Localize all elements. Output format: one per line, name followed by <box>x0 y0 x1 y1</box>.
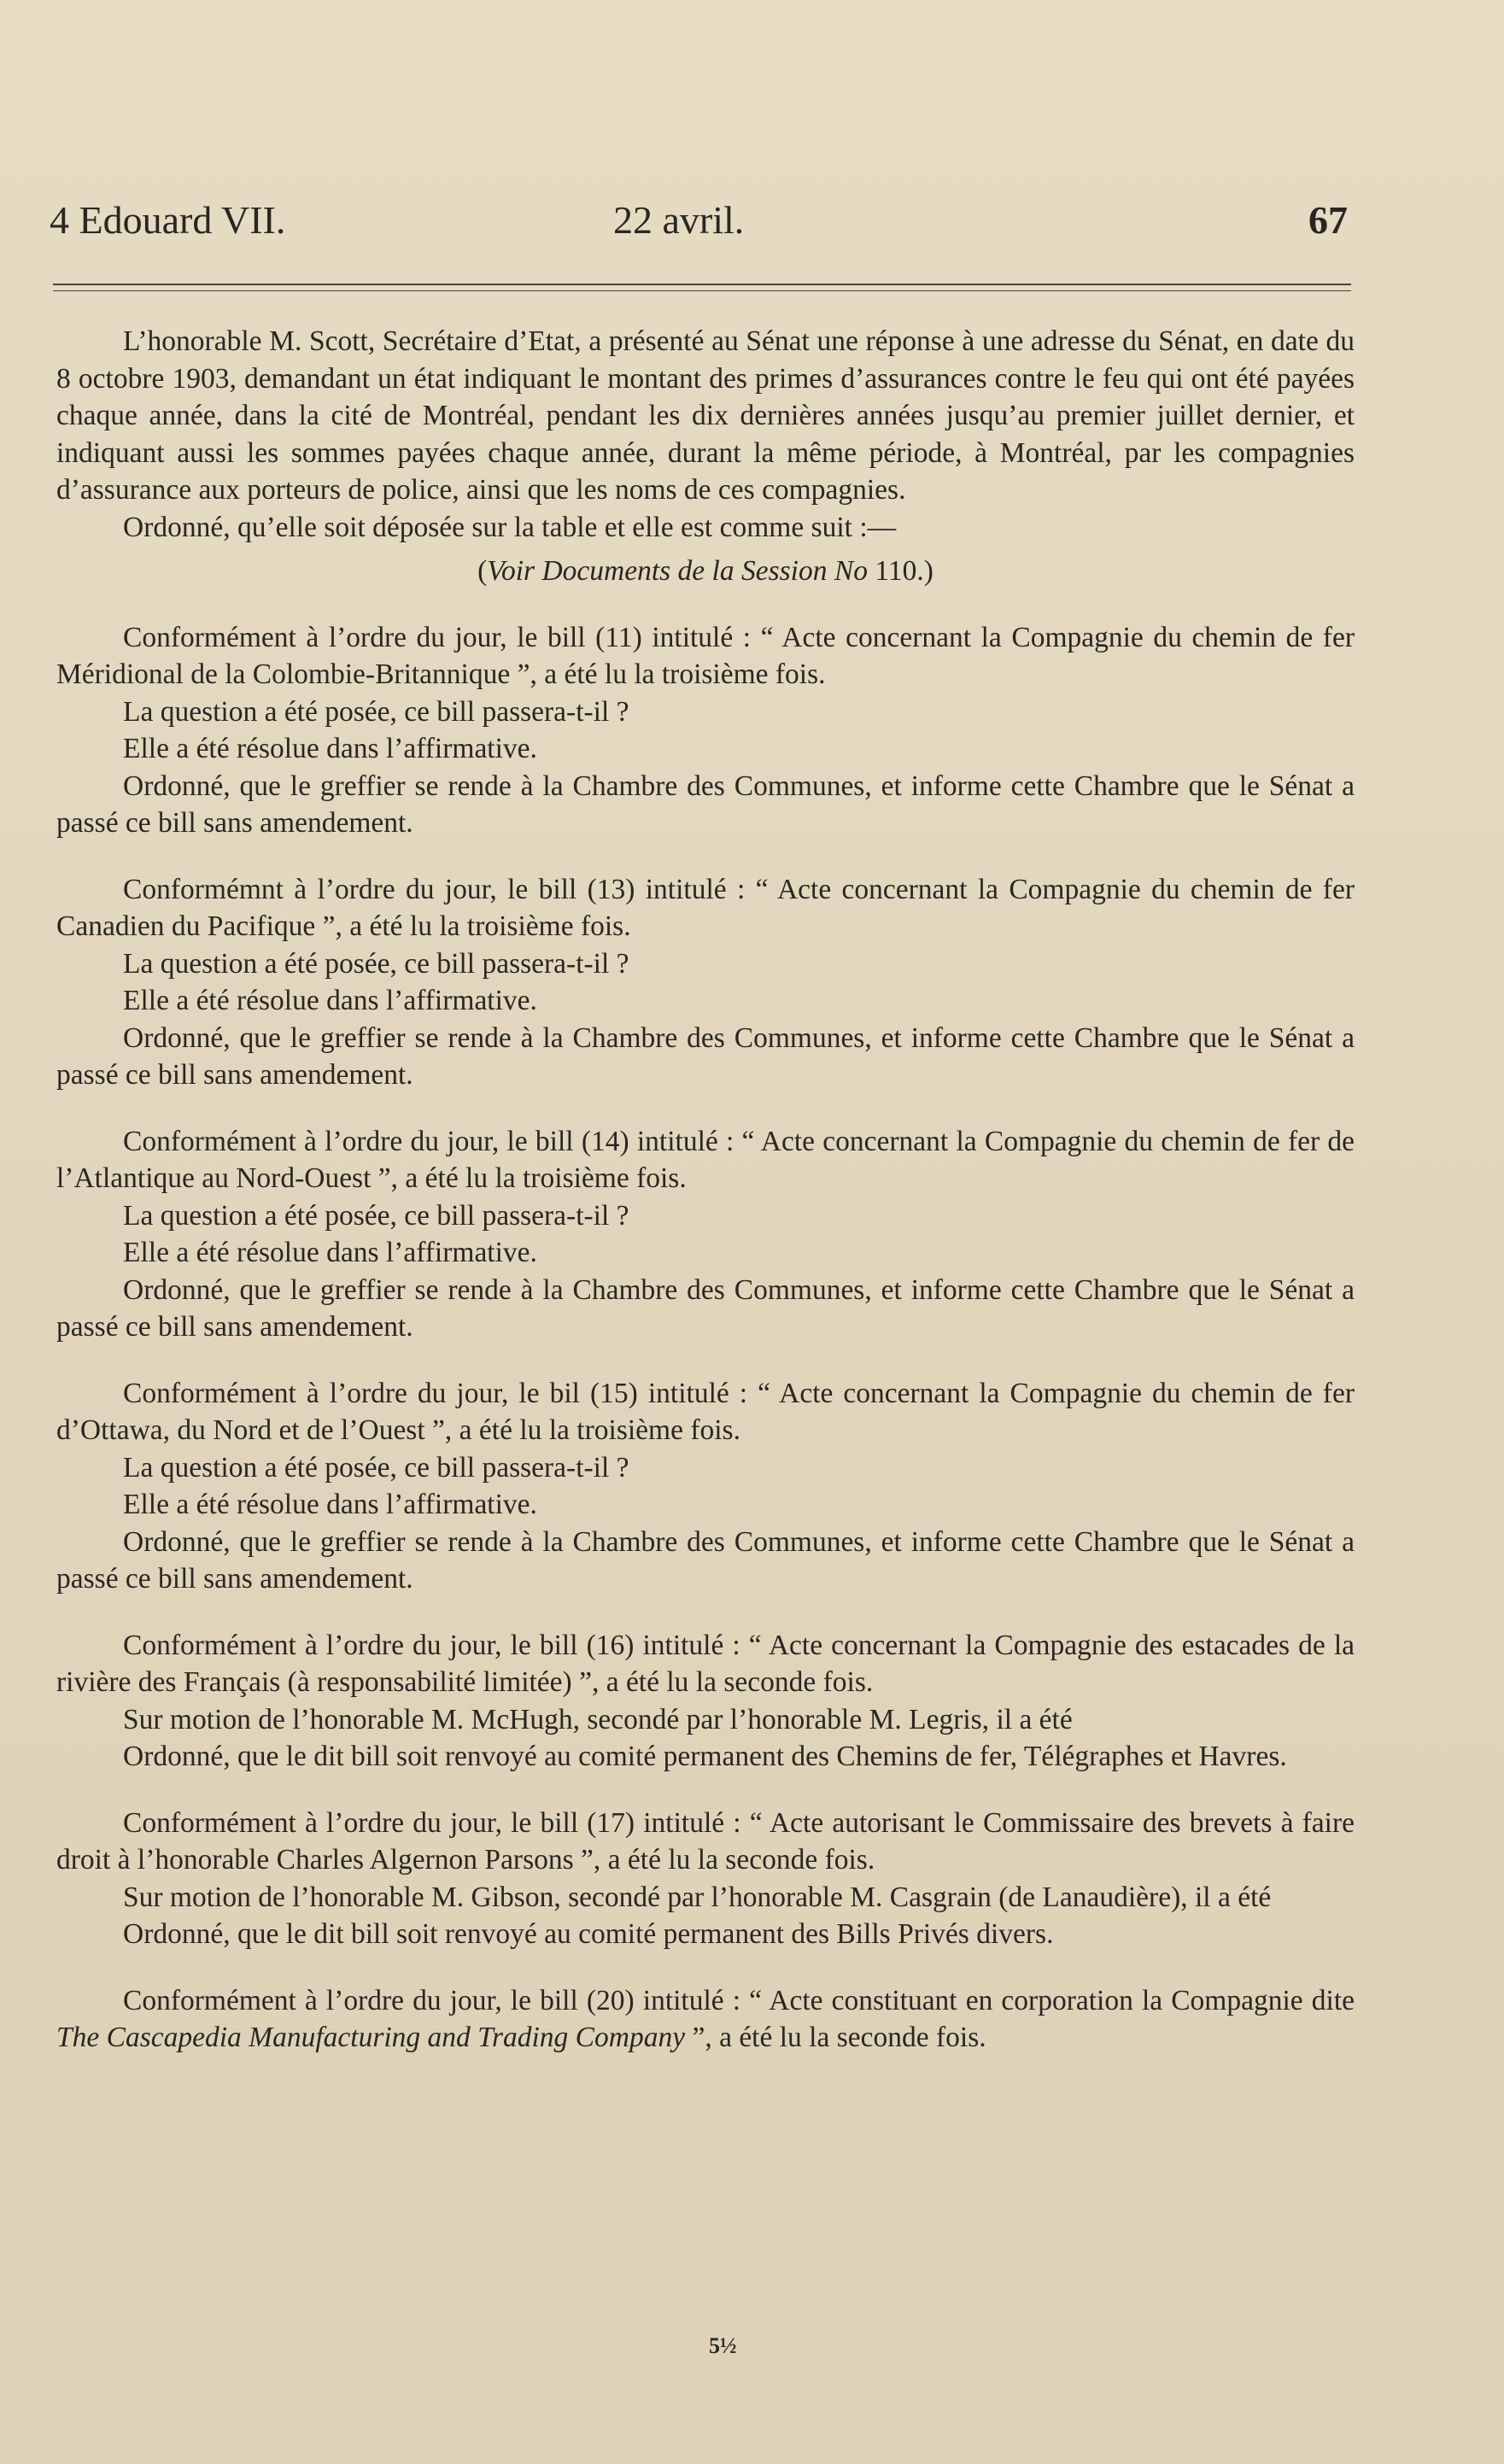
page-body <box>56 323 1355 2057</box>
company-name: The Cascapedia Manufacturing and Trading Company <box>56 2022 686 2053</box>
paragraph-resolved: Elle a été résolue dans l’affirmative. <box>123 1489 537 1520</box>
signature-mark: 5½ <box>709 2333 737 2358</box>
paragraph-motion-mchugh: Sur motion de l’honorable M. McHugh, secondé par l’honorable M. Legris, il a été <box>123 1703 1073 1735</box>
paragraph-resolved: Elle a été résolue dans l’affirmative. <box>123 1237 537 1268</box>
paragraph-ordered-committee-private-bills: Ordonné, que le dit bill soit renvoyé au comité permanent des Bills Privés divers. <box>123 1918 1054 1950</box>
paragraph-ordered-clerk: Ordonné, que le greffier se rende à la Chambre des Communes, et informe cette Chambre que le Sénat a passé ce bill sans amendement. <box>56 1525 1355 1595</box>
header-regnal-year: 4 Edouard VII. <box>50 198 286 242</box>
paragraph-bill-14: Conformément à l’ordre du jour, le bill (14) intitulé : “ Acte concernant la Compagnie du chemin de fer de l’Atlantique au Nord-Ouest ”, a été lu la troisième fois. <box>56 1125 1355 1194</box>
bill-20-text-end: ”, a été lu la seconde fois. <box>685 2022 986 2053</box>
paragraph-bill-16: Conformément à l’ordre du jour, le bill (16) intitulé : “ Acte concernant la Compagnie des estacades de la rivière des Français (à responsabilité limitée) ”, a été lu la seconde fois. <box>56 1629 1355 1698</box>
paragraph-ordered-tabled: Ordonné, qu’elle soit déposée sur la table et elle est comme suit :— <box>123 511 897 543</box>
paragraph-question: La question a été posée, ce bill passera-t-il ? <box>123 1199 629 1232</box>
paragraph-ordered-committee-railways: Ordonné, que le dit bill soit renvoyé au comité permanent des Chemins de fer, Télégraphes et Havres. <box>123 1741 1287 1772</box>
paragraph-resolved: Elle a été résolue dans l’affirmative. <box>123 733 537 764</box>
paragraph-question: La question a été posée, ce bill passera-t-il ? <box>123 1451 629 1484</box>
header-rule-thin <box>53 290 1351 291</box>
header-date: 22 avril. <box>613 198 745 242</box>
bill-20-text-start: Conformément à l’ordre du jour, le bill (20) intitulé : “ Acte constituant en corporation la Compagnie dite <box>123 1984 1355 2016</box>
paragraph-scott-report: L’honorable M. Scott, Secrétaire d’Etat, a présenté au Sénat une réponse à une adresse du Sénat, en date du 8 octobre 1903, demandant un état indiquant le montant des primes d’assurances contre le feu qui ont été payées chaque année, dans la cité de Montréal, pendant les dix dernières années jusqu’au premier juillet dernier, et indiquant aussi les sommes payées chaque année, durant la même période, à Montréal, par les compagnies d’assurance aux porteurs de police, ainsi que les noms de ces compagnies. <box>56 325 1355 506</box>
documents-reference: (Voir Documents de la Session No 110.) <box>477 555 933 587</box>
paragraph-ordered-clerk: Ordonné, que le greffier se rende à la Chambre des Communes, et informe cette Chambre que le Sénat a passé ce bill sans amendement. <box>56 1273 1355 1343</box>
header-rule <box>53 284 1351 285</box>
paragraph-resolved: Elle a été résolue dans l’affirmative. <box>123 985 537 1016</box>
paragraph-bill-20 <box>56 1982 1355 2057</box>
paragraph-motion-gibson: Sur motion de l’honorable M. Gibson, secondé par l’honorable M. Casgrain (de Lanaudière), il a été <box>123 1881 1272 1913</box>
running-header <box>50 195 1348 246</box>
paragraph-question: La question a été posée, ce bill passera-t-il ? <box>123 695 629 728</box>
paragraph-question: La question a été posée, ce bill passera-t-il ? <box>123 947 629 980</box>
paragraph-ordered-clerk: Ordonné, que le greffier se rende à la Chambre des Communes, et informe cette Chambre que le Sénat a passé ce bill sans amendement. <box>56 1021 1355 1091</box>
paragraph-bill-11: Conformément à l’ordre du jour, le bill (11) intitulé : “ Acte concernant la Compagnie du chemin de fer Méridional de la Colombie-Britannique ”, a été lu la troisième fois. <box>56 621 1355 690</box>
paragraph-bill-15: Conformément à l’ordre du jour, le bil (15) intitulé : “ Acte concernant la Compagnie du chemin de fer d’Ottawa, du Nord et de l’Ouest ”, a été lu la troisième fois. <box>56 1377 1355 1446</box>
paragraph-ordered-clerk: Ordonné, que le greffier se rende à la Chambre des Communes, et informe cette Chambre que le Sénat a passé ce bill sans amendement. <box>56 770 1355 839</box>
page-number: 67 <box>1308 198 1348 242</box>
paragraph-bill-17: Conformément à l’ordre du jour, le bill (17) intitulé : “ Acte autorisant le Commissaire des brevets à faire droit à l’honorable Charles Algernon Parsons ”, a été lu la seconde fois. <box>56 1806 1355 1876</box>
documents-reference-label: Voir Documents de la Session No <box>487 555 868 587</box>
documents-reference-number: 110. <box>875 555 924 587</box>
paragraph-bill-13: Conformémnt à l’ordre du jour, le bill (13) intitulé : “ Acte concernant la Compagnie du chemin de fer Canadien du Pacifique ”, a été lu la troisième fois. <box>56 873 1355 942</box>
